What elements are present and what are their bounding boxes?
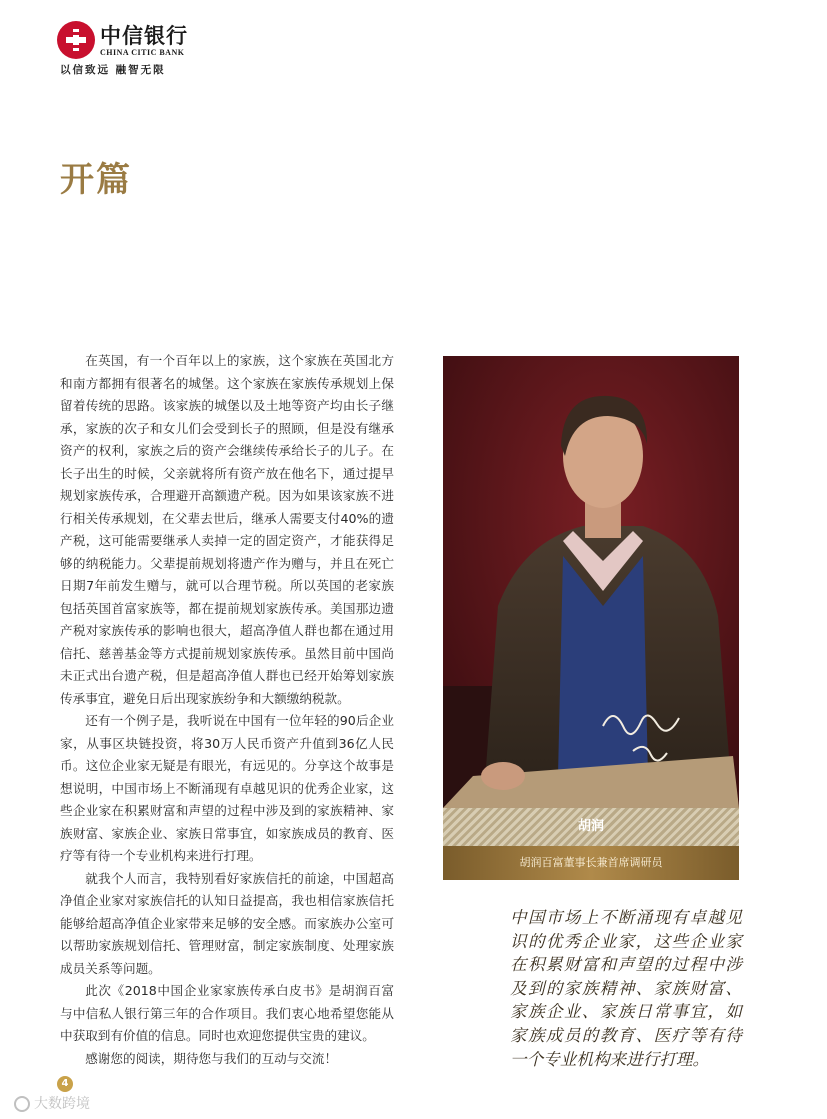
paragraph: 在英国，有一个百年以上的家族，这个家族在英国北方和南方都拥有很著名的城堡。这个家族在家族传承规划上保留着传统的思路。该家族的城堡以及土地等资产均由长子继承，家族的次子和女儿们会受到长子的照顾，但是没有继承资产的权利，家族之后的资产会继续传承给长子的儿子。在长子出生的时候，父亲就将所有资产放在他名下，通过提早规划家族传承，合理避开高额遗产税。因为如果该家族不进行相关传承规划，在父辈去世后，继承人需要支付40%的遗产税，这可能需要继承人卖掉一定的固定资产，才能获得足够的纳税能力。父辈提前规划将遗产作为赠与，并且在死亡日期7年前发生赠与，就可以合理节税。所以英国的老家族包括英国首富家族等，都在提前规划家族传承。美国那边遗产税对家族传承的影响也很大，超高净值人群也都在通过用信托、慈善基金等方式提前规划家族传承。虽然目前中国尚未正式出台遗产税，但是超高净值人群也已经开始筹划家族传承事宜，避免日后出现家族纷争和大额缴纳税款。: [60, 353, 394, 706]
citic-bank-logo: [56, 18, 206, 78]
profile-caption: 胡润百富董事长兼首席调研员: [443, 846, 739, 880]
logo-chinese-name: 中信银行: [100, 24, 188, 48]
watermark: [14, 1093, 90, 1113]
profile-name-bar: 胡润: [443, 808, 739, 846]
paragraph: 感谢您的阅读，期待您与我们的互动与交流！: [85, 1050, 338, 1066]
logo-slogan: 以信致远 融智无限: [60, 64, 166, 76]
paragraph: 还有一个例子是，我听说在中国有一位年轻的90后企业家，从事区块链投资，将30万人民币资产升值到36亿人民币。这位企业家无疑是有眼光，有远见的。分享这个故事是想说明，中国市场上不断涌现有卓越见识的优秀企业家，这些企业家在积累财富和声望的过程中涉及到的家族精神、家族财富、家族企业、家族日常事宜，如家族成员的教育、医疗等有待一个专业机构来进行打理。: [60, 713, 394, 863]
page-title: 开篇: [60, 160, 132, 200]
logo-english-name: CHINA CITIC BANK: [100, 48, 185, 57]
body-text: [60, 350, 394, 1070]
watermark-icon: [14, 1096, 30, 1112]
pull-quote: 中国市场上不断涌现有卓越见识的优秀企业家，这些企业家在积累财富和声望的过程中涉及到的家族精神、家族财富、家族企业、家族日常事宜，如家族成员的教育、医疗等有待一个专业机构来进行打理。: [510, 908, 742, 1069]
portrait-illustration: [443, 356, 739, 808]
page-number: 4: [57, 1076, 73, 1092]
portrait-photo: [443, 356, 739, 808]
paragraph: 此次《2018中国企业家家族传承白皮书》是胡润百富与中信私人银行第三年的合作项目。我们衷心地希望您能从中获取到有价值的信息。同时也欢迎您提供宝贵的建议。: [60, 983, 394, 1043]
citic-logo-icon: [56, 20, 96, 60]
paragraph: 就我个人而言，我特别看好家族信托的前途，中国超高净值企业家对家族信托的认知日益提高，我也相信家族信托能够给超高净值企业家带来足够的安全感。而家族办公室可以帮助家族规划信托、管理财富，制定家族制度、处理家族成员关系等问题。: [60, 870, 394, 976]
watermark-text: 大数跨境: [34, 1096, 90, 1112]
